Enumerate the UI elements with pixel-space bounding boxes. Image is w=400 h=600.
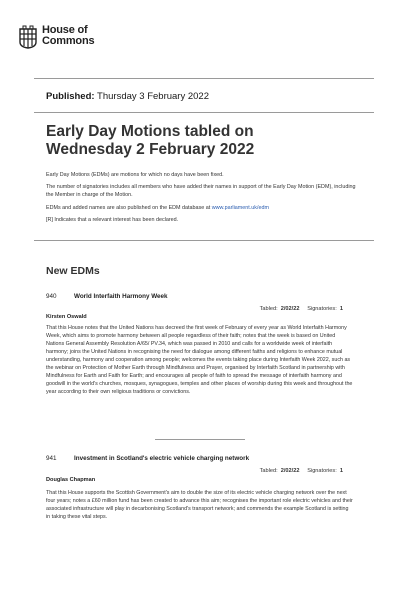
signatories-label: Signatories: (307, 306, 337, 312)
published-line (46, 91, 209, 102)
house-of-commons-logo (18, 25, 128, 51)
edm-database-text: EDMs and added names are also published on the EDM database at (46, 205, 212, 211)
edm-meta-941 (260, 468, 343, 474)
tabled-date: 2/02/22 (280, 306, 300, 312)
intro-paragraph-2: The number of signatories includes all members who have added their names in support of the Early Day Motion (EDM), including the Member in charge of the Motion. (46, 184, 356, 199)
published-date: Thursday 3 February 2022 (97, 91, 209, 102)
tabled-label: Tabled: (259, 306, 278, 312)
tabled-label: Tabled: (259, 468, 278, 474)
logo-line-1: House of (42, 24, 88, 36)
page-title (46, 123, 254, 159)
intro-paragraph-4: [R] Indicates that a relevant interest has been declared. (46, 217, 179, 223)
signatories-count: 1 (339, 306, 343, 312)
edm-text-940: That this House notes that the United Nations has decreed the first week of February of every year as World Interfaith Harmony Week, which aims to promote harmony between all people regardless of their faith; notes that the week is based on United Nations General Assembly Resolution A/65/ PV.34, which was passed in 2010 and calls for a worldwide week of interfaith harmony; joins the United Nations in recognising the need for dialogue among different faiths and religions to enhance mutual understanding, harmony and cooperation among people; welcomes the events taking place during Interfaith Week 2022, such as the webinar on Protection of Mother Earth through Mindfulness and Prayer, organised by Interfaith Scotland in partnership with Mindfulness for Earth and Faith for Earth; and encourages all people of faith to spread the message of interfaith harmony and goodwill in the world's churches, mosques, synagogues, temples and other places of worship during this week and throughout the year according to their own religious traditions or convictions. (46, 325, 353, 395)
signatories-count: 1 (339, 468, 343, 474)
top-divider (34, 78, 374, 79)
signatories-label: Signatories: (307, 468, 337, 474)
edm-meta-940 (260, 306, 343, 312)
edm-author-940: Kirsten Oswald (46, 314, 87, 320)
logo-text (42, 25, 94, 47)
edm-heading-940 (46, 293, 168, 300)
edm-title: World Interfaith Harmony Week (74, 293, 168, 300)
edm-title: Investment in Scotland's electric vehicle charging network (74, 455, 250, 462)
tabled-date: 2/02/22 (280, 468, 300, 474)
published-label: Published: (46, 91, 95, 102)
intro-paragraph-1: Early Day Motions (EDMs) are motions for which no days have been fixed. (46, 172, 224, 178)
published-divider (34, 112, 374, 113)
edm-separator (155, 439, 245, 440)
edm-number: 940 (46, 293, 57, 300)
title-line-2: Wednesday 2 February 2022 (46, 141, 255, 158)
logo-line-2: Commons (42, 35, 95, 47)
edm-heading-941 (46, 455, 249, 462)
edm-number: 941 (46, 455, 57, 462)
edm-text-941: That this House supports the Scottish Government's aim to double the size of its electric vehicle charging network over the next four years; notes a £60 million fund has been created to advance this aim; recognises the important role electric vehicles and their associated infrastructure will play in decarbonising Scotland's transport network; and commends the example Scotland is setting in taking these vital steps. (46, 490, 353, 520)
edm-database-link[interactable]: www.parliament.uk/edm (211, 205, 269, 211)
portcullis-icon (18, 25, 38, 49)
title-line-1: Early Day Motions tabled on (46, 123, 254, 140)
section-title-new-edms: New EDMs (46, 265, 100, 277)
edm-author-941: Douglas Chapman (46, 477, 96, 483)
intro-divider (34, 240, 374, 241)
intro-paragraph-3 (46, 204, 356, 212)
